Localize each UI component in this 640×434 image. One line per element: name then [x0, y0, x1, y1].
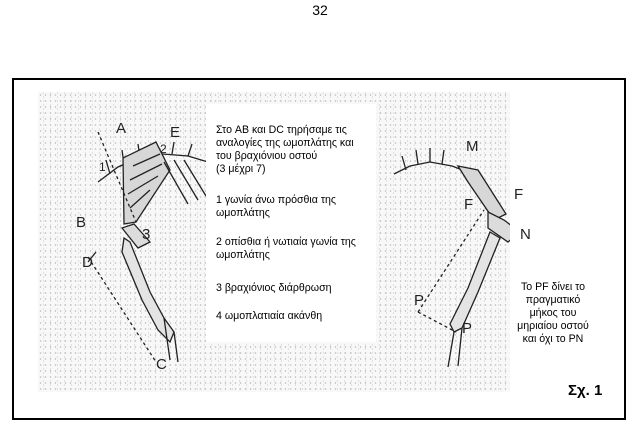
label-1: 1	[99, 160, 106, 174]
side-note: Το PF δίνει το πραγματικό μήκος του μηριαίου οστού και όχι το PN	[517, 281, 589, 345]
info-item-4: 4 ωμοπλατιαία ακάνθη	[216, 310, 323, 322]
page-number: 32	[312, 2, 328, 18]
label-C: C	[156, 356, 167, 373]
label-D: D	[82, 254, 93, 271]
label-M: M	[466, 138, 479, 155]
label-P-2: P	[462, 320, 473, 337]
label-2: 2	[160, 142, 167, 156]
info-item-2: 2 οπίσθια ή νωτιαία γωνία της ωμοπλάτης	[216, 236, 356, 261]
right-limb	[450, 232, 500, 332]
label-A: A	[116, 120, 127, 137]
guide-DC	[88, 257, 156, 362]
label-F-1: F	[464, 196, 474, 213]
label-P-1: P	[414, 292, 425, 309]
label-F-2: F	[514, 186, 524, 203]
left-forelimb	[122, 238, 174, 342]
label-E: E	[170, 124, 181, 141]
label-3: 3	[142, 226, 151, 243]
label-B: B	[76, 214, 87, 231]
info-item-1: 1 γωνία άνω πρόσθια της ωμοπλάτης	[216, 194, 337, 219]
info-intro: Στο AB και DC τηρήσαμε τις αναλογίες της ωμοπλάτης και του βραχιόνιου οστού (3 μέχρι 7)	[216, 124, 354, 175]
figure-label: Σχ. 1	[568, 382, 603, 399]
info-item-3: 3 βραχιόνιος διάρθρωση	[216, 282, 332, 294]
label-N: N	[520, 226, 531, 243]
